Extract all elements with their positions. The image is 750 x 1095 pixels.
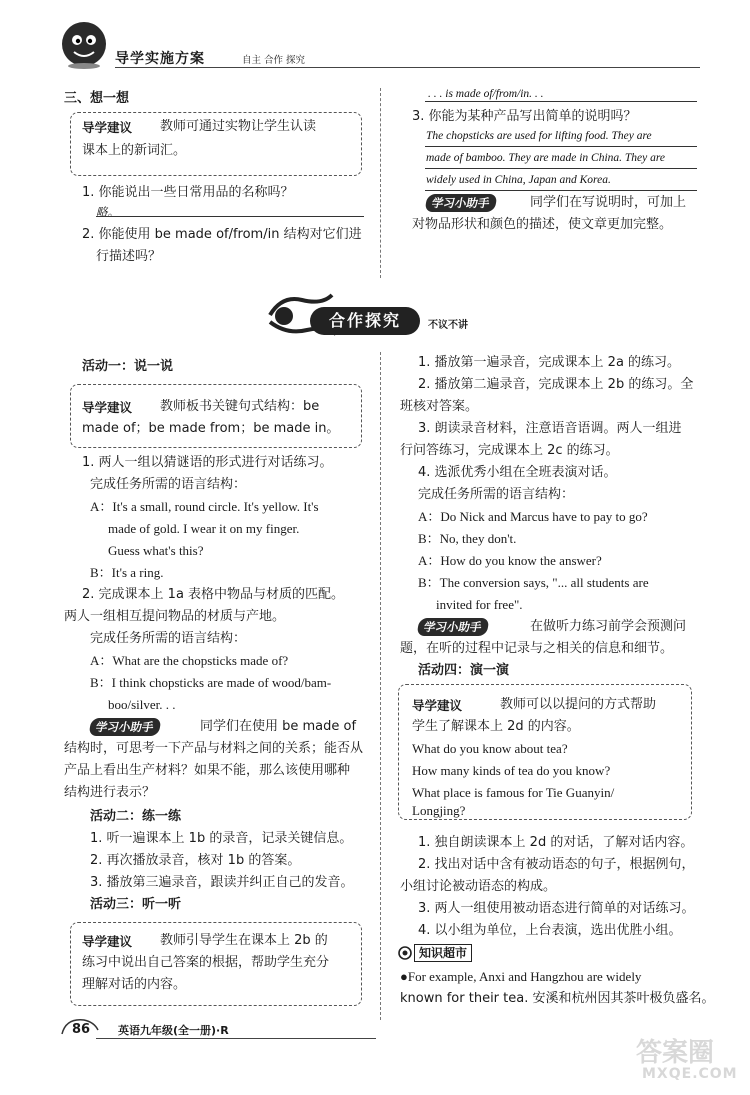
dialogue-line: A：It's a small, round circle. It's yellow. It's (90, 499, 319, 514)
guide-text: 练习中说出自己答案的根据，帮助学生充分 (82, 955, 330, 970)
helper-text: 结构时，可思考一下产品与材料之间的关系；能否从 (64, 741, 364, 756)
list-item: 1. 听一遍课本上 1b 的录音，记录关键信息。 (90, 831, 353, 846)
answer-line (96, 216, 364, 217)
banner-title-text: 合作探究 (328, 311, 401, 330)
section-title: 三、想一想 (64, 91, 130, 106)
header-rule (115, 67, 700, 68)
knowledge-tag-text: 知识超市 (419, 946, 468, 960)
guide-tag: 导学建议 (82, 120, 133, 135)
question: 行描述吗？ (96, 249, 162, 264)
guide-question: What do you know about tea? (412, 741, 568, 756)
guide-question: How many kinds of tea do you know? (412, 763, 611, 778)
helper-text: 产品上看出生产材料？如果不能，那么该使用哪种 (64, 763, 351, 778)
column-divider (380, 352, 381, 1020)
activity-title: 活动四：演一演 (418, 663, 510, 678)
header-mascot-icon (58, 18, 110, 70)
question: 1. 你能说出一些日常用品的名称吗？ (82, 185, 294, 200)
guide-text: 教师可通过实物让学生认读 (160, 119, 317, 134)
guide-tag: 导学建议 (82, 400, 133, 415)
list-item: 3. 两人一组使用被动语态进行简单的对话练习。 (418, 901, 695, 916)
knowledge-icon (398, 946, 412, 960)
helper-text: 在做听力练习前学会预测问 (530, 619, 687, 634)
list-item: 行问答练习，完成课本上 2c 的练习。 (400, 443, 619, 458)
helper-text: 同学们在写说明时，可加上 (530, 195, 687, 210)
handwritten-answer: 略。 (96, 207, 119, 219)
banner-title (310, 307, 420, 335)
dialogue-line: A：Do Nick and Marcus have to pay to go? (418, 509, 648, 524)
guide-text: 教师板书关键句式结构：be (160, 399, 320, 414)
guide-tag: 导学建议 (82, 934, 133, 949)
structure-label: 完成任务所需的语言结构： (90, 631, 247, 646)
guide-text: 学生了解课本上 2d 的内容。 (412, 719, 580, 734)
list-item: 两人一组相互提问物品的材质与产地。 (64, 609, 286, 624)
header-tagline: 自主 合作 探究 (242, 55, 306, 66)
dialogue-line: B：I think chopsticks are made of wood/bam- (90, 675, 332, 690)
guide-question: Longjing? (412, 803, 466, 818)
activity-title: 活动二：练一练 (90, 809, 182, 824)
helper-text: 结构进行表示？ (64, 785, 156, 800)
answer-line (425, 190, 697, 191)
helper-text: 对物品形状和颜色的描述，使文章更加完整。 (412, 217, 673, 232)
question: 3. 你能为某种产品写出简单的说明吗？ (412, 109, 637, 124)
dialogue-line: A：What are the chopsticks made of? (90, 653, 289, 668)
page-number: 86 (72, 1022, 91, 1037)
list-item: 班核对答案。 (400, 399, 479, 414)
knowledge-text: ●For example, Anxi and Hangzhou are widely (400, 969, 642, 984)
list-item: 3. 播放第三遍录音，跟读并纠正自己的发音。 (90, 875, 354, 890)
question: 2. 你能使用 be made of/from/in 结构对它们进 (82, 227, 362, 242)
watermark-text: 答案圈 (636, 1038, 715, 1068)
answer-line (425, 168, 697, 169)
banner-subtitle: 不议不讲 (428, 320, 468, 331)
answer-line (425, 101, 697, 102)
structure-label: 完成任务所需的语言结构： (90, 477, 247, 492)
list-item: 4. 以小组为单位，上台表演，选出优胜小组。 (418, 923, 682, 938)
handwritten-answer: made of bamboo. They are made in China. They are (426, 152, 666, 164)
helper-tag: 学习小助手 (88, 718, 161, 736)
handwritten-answer: widely used in China, Japan and Korea. (426, 174, 611, 186)
guide-text: 教师可以以提问的方式帮助 (500, 697, 657, 712)
dialogue-line: made of gold. I wear it on my finger. (108, 521, 300, 536)
guide-text: 课本上的新词汇。 (82, 143, 187, 158)
activity-title: 活动三：听一听 (90, 897, 182, 912)
list-item: 小组讨论被动语态的构成。 (400, 879, 557, 894)
dialogue-line: A：How do you know the answer? (418, 553, 602, 568)
list-item: 3. 朗读录音材料，注意语音语调。两人一组进 (418, 421, 682, 436)
guide-text: made of；be made from；be made in。 (82, 421, 340, 436)
watermark-url: MXQE.COM (642, 1066, 738, 1082)
list-item: 1. 独自朗读课本上 2d 的对话，了解对话内容。 (418, 835, 694, 850)
helper-text: 题，在听的过程中记录与之相关的信息和细节。 (400, 641, 674, 656)
handwritten-answer: The chopsticks are used for lifting food. They are (426, 130, 652, 142)
guide-question: What place is famous for Tie Guanyin/ (412, 785, 615, 800)
list-item: 2. 完成课本上 1a 表格中物品与材质的匹配。 (82, 587, 345, 602)
helper-tag: 学习小助手 (424, 194, 497, 212)
knowledge-tag (414, 944, 472, 962)
knowledge-text: known for their tea. 安溪和杭州因其茶叶极负盛名。 (400, 991, 715, 1006)
list-item: 2. 找出对话中含有被动语态的句子，根据例句， (418, 857, 695, 872)
list-item: 4. 选派优秀小组在全班表演对话。 (418, 465, 617, 480)
activity-title: 活动一：说一说 (82, 359, 174, 374)
list-item: 1. 播放第一遍录音，完成课本上 2a 的练习。 (418, 355, 681, 370)
list-item: 2. 播放第二遍录音，完成课本上 2b 的练习。全 (418, 377, 694, 392)
handwritten-answer: . . . is made of/from/in. . . (428, 88, 544, 100)
dialogue-line: invited for free". (436, 597, 523, 612)
guide-text: 理解对话的内容。 (82, 977, 187, 992)
dialogue-line: B：It's a ring. (90, 565, 164, 580)
helper-text: 同学们在使用 be made of (200, 719, 357, 734)
dialogue-line: B：No, they don't. (418, 531, 517, 546)
column-divider (380, 88, 381, 278)
dialogue-line: B：The conversion says, "... all students are (418, 575, 649, 590)
guide-text: 教师引导学生在课本上 2b 的 (160, 933, 328, 948)
list-item: 1. 两人一组以猜谜语的形式进行对话练习。 (82, 455, 333, 470)
helper-tag: 学习小助手 (416, 618, 489, 636)
book-title: 英语九年级(全一册)·R (118, 1024, 229, 1037)
answer-line (425, 146, 697, 147)
guide-tag: 导学建议 (412, 698, 463, 713)
list-item: 2. 再次播放录音，核对 1b 的答案。 (90, 853, 301, 868)
dialogue-line: boo/silver. . . (108, 697, 176, 712)
header-title: 导学实施方案 (115, 51, 205, 67)
structure-label: 完成任务所需的语言结构： (418, 487, 575, 502)
dialogue-line: Guess what's this? (108, 543, 204, 558)
footer-rule (96, 1038, 376, 1039)
